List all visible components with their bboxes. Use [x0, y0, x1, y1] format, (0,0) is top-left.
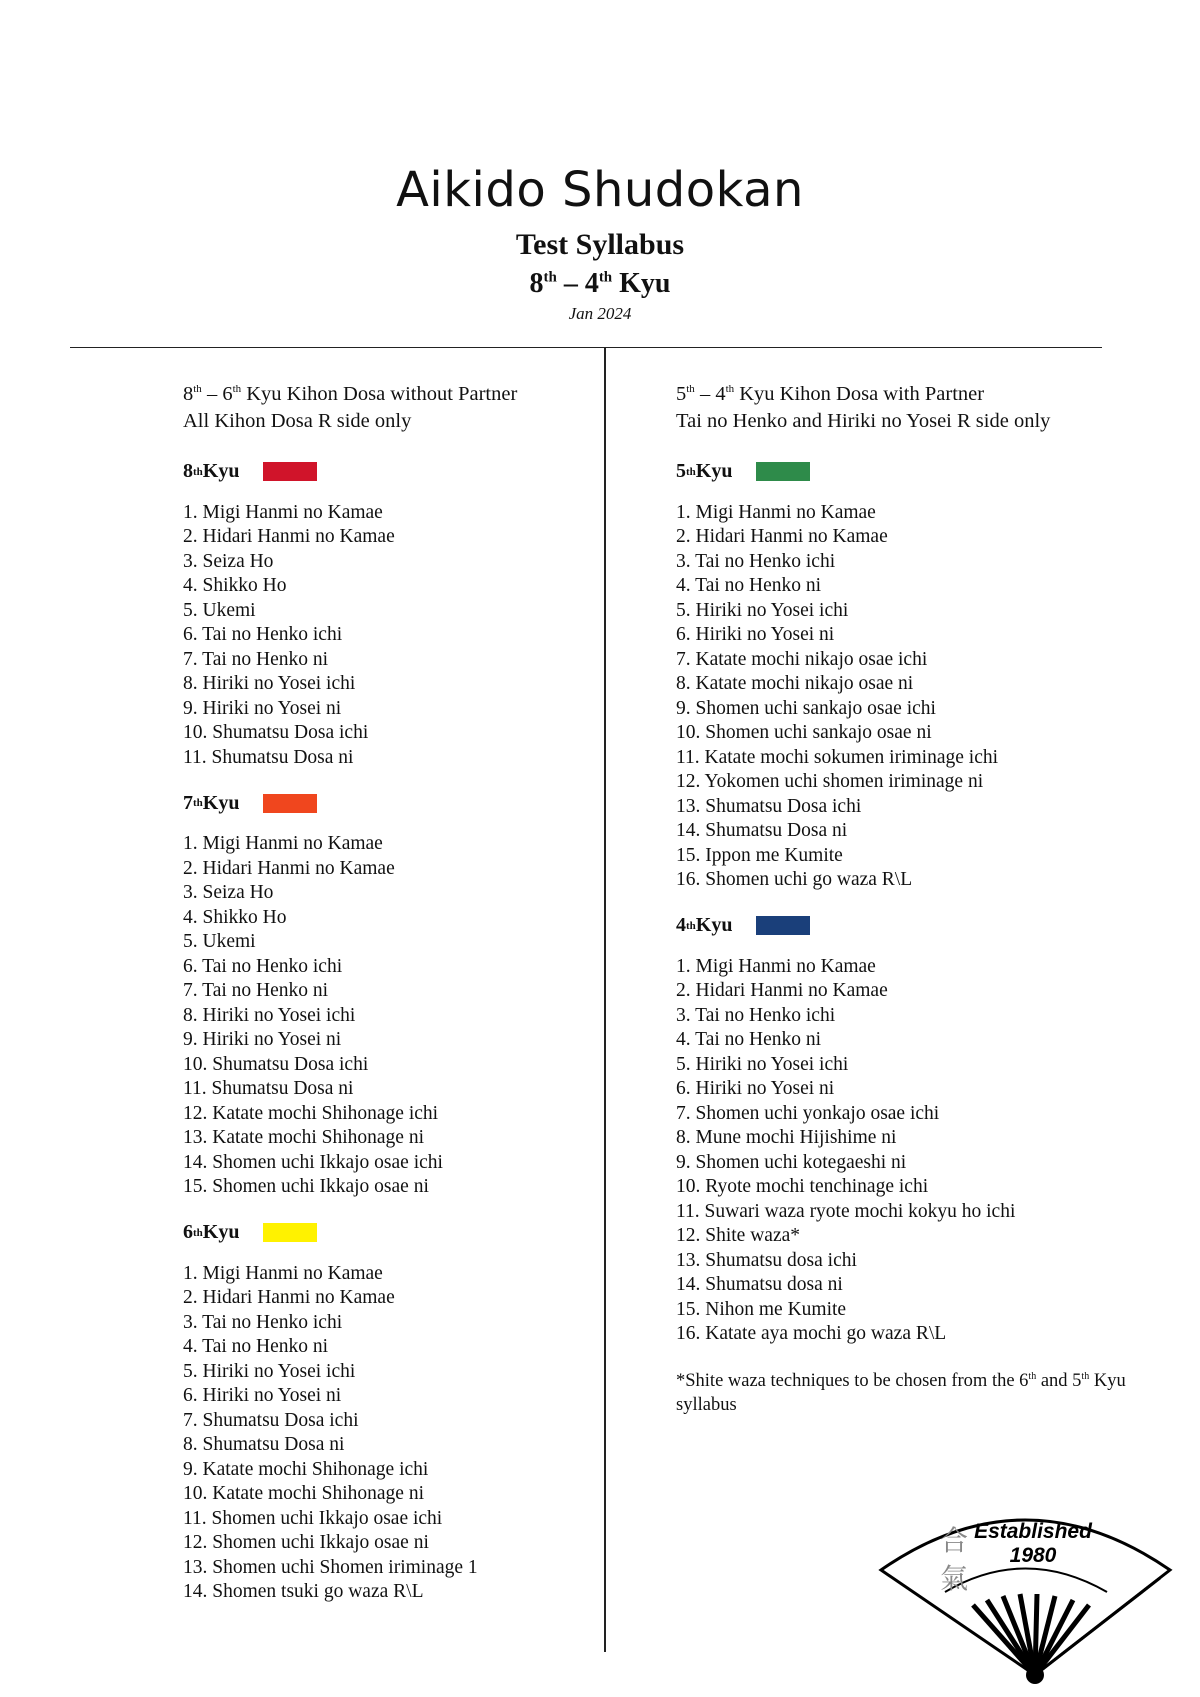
belt-color-swatch: [263, 794, 317, 813]
technique-item: 8. Mune mochi Hijishime ni: [676, 1127, 897, 1149]
technique-item: 12. Katate mochi Shihonage ichi: [183, 1102, 439, 1124]
technique-item: 15. Shomen uchi Ikkajo osae ni: [183, 1176, 429, 1198]
range-to-suffix: th: [598, 269, 613, 286]
technique-item: 6. Tai no Henko ichi: [183, 624, 343, 646]
technique-item: 4. Tai no Henko ni: [676, 1029, 822, 1051]
right-intro: [676, 376, 1176, 435]
technique-item: 10. Katate mochi Shihonage ni: [183, 1483, 424, 1505]
kyu-label: Kyu: [695, 460, 733, 483]
technique-item: 5. Hiriki no Yosei ichi: [183, 1360, 356, 1382]
technique-item: 13. Katate mochi Shihonage ni: [183, 1127, 424, 1149]
technique-item: 5. Hiriki no Yosei ichi: [676, 599, 849, 621]
technique-item: 5. Hiriki no Yosei ichi: [676, 1053, 849, 1075]
intro-sep: –: [694, 382, 716, 405]
kyu-heading: [676, 911, 1176, 941]
technique-item: 12. Shite waza*: [676, 1225, 801, 1247]
left-intro-line2: All Kihon Dosa R side only: [183, 409, 412, 432]
kyu-heading: [676, 457, 1176, 487]
technique-item: 1. Migi Hanmi no Kamae: [183, 501, 383, 523]
technique-item: 8. Hiriki no Yosei ichi: [183, 1004, 356, 1026]
kyu-heading: [183, 457, 583, 487]
technique-item: 2. Hidari Hanmi no Kamae: [676, 980, 888, 1002]
technique-item: 9. Shomen uchi kotegaeshi ni: [676, 1151, 907, 1173]
technique-item: 7. Shumatsu Dosa ichi: [183, 1409, 359, 1431]
belt-color-swatch: [756, 462, 810, 481]
intro-num: 5: [676, 382, 687, 405]
left-column: [183, 376, 583, 1623]
intro-sup: th: [232, 383, 242, 395]
technique-item: 4. Tai no Henko ni: [676, 575, 822, 597]
kyu-ordinal: th: [193, 1226, 203, 1239]
kyu-range: [0, 268, 1200, 300]
note-line2: syllabus: [676, 1394, 737, 1415]
vertical-divider: [604, 347, 606, 1652]
technique-item: 3. Tai no Henko ichi: [183, 1311, 343, 1333]
left-levels: [183, 457, 583, 1605]
technique-item: 15. Ippon me Kumite: [676, 844, 843, 866]
technique-item: 11. Shumatsu Dosa ni: [183, 746, 354, 768]
kyu-number: 7: [183, 791, 193, 814]
technique-item: 9. Hiriki no Yosei ni: [183, 1029, 342, 1051]
right-column: [676, 376, 1176, 1417]
technique-item: 14. Shumatsu dosa ni: [676, 1274, 843, 1296]
range-from: 8: [529, 268, 544, 299]
note-text: *Shite waza techniques to be chosen from the 6: [676, 1370, 1029, 1391]
technique-item: 10. Shomen uchi sankajo osae ni: [676, 722, 932, 744]
technique-item: 13. Shumatsu Dosa ichi: [676, 795, 862, 817]
kyu-section: [183, 1218, 583, 1605]
kyu-label: Kyu: [202, 460, 240, 483]
kyu-section: [676, 457, 1176, 893]
technique-item: 7. Tai no Henko ni: [183, 980, 329, 1002]
note-line1: [676, 1365, 1176, 1393]
shite-waza-note: [676, 1365, 1176, 1417]
intro-num: 8: [183, 382, 194, 405]
technique-item: 9. Shomen uchi sankajo osae ichi: [676, 697, 936, 719]
note-sup: th: [1028, 1370, 1037, 1382]
issue-date: Jan 2024: [568, 304, 632, 323]
technique-list: [676, 501, 1176, 893]
technique-item: 11. Shumatsu Dosa ni: [183, 1078, 354, 1100]
belt-color-swatch: [263, 462, 317, 481]
intro-sup: th: [686, 383, 695, 395]
technique-item: 6. Hiriki no Yosei ni: [183, 1385, 342, 1407]
intro-text: Kyu Kihon Dosa with Partner: [734, 382, 985, 405]
technique-item: 11. Shomen uchi Ikkajo osae ichi: [183, 1507, 443, 1529]
technique-item: 1. Migi Hanmi no Kamae: [183, 833, 383, 855]
range-from-suffix: th: [543, 269, 557, 286]
note-text: Kyu: [1089, 1370, 1126, 1391]
technique-item: 3. Seiza Ho: [183, 550, 274, 572]
left-intro-line1: [183, 376, 583, 408]
horizontal-divider: [70, 347, 1102, 348]
intro-num: 6: [222, 382, 233, 405]
technique-item: 10. Shumatsu Dosa ichi: [183, 1053, 369, 1075]
technique-item: 4. Shikko Ho: [183, 906, 287, 928]
technique-item: 2. Hidari Hanmi no Kamae: [676, 526, 888, 548]
technique-item: 3. Seiza Ho: [183, 882, 274, 904]
technique-item: 13. Shomen uchi Shomen iriminage 1: [183, 1556, 478, 1578]
belt-color-swatch: [756, 916, 810, 935]
technique-item: 6. Hiriki no Yosei ni: [676, 624, 835, 646]
technique-item: 1. Migi Hanmi no Kamae: [676, 955, 876, 977]
kyu-ordinal: th: [193, 465, 203, 478]
range-kyu: Kyu: [612, 268, 671, 299]
note-sup: th: [1081, 1370, 1090, 1382]
right-intro-line1: [676, 376, 1176, 408]
page-title: Aikido Shudokan: [396, 162, 804, 218]
kyu-label: Kyu: [202, 791, 240, 814]
technique-item: 9. Hiriki no Yosei ni: [183, 697, 342, 719]
kyu-label: Kyu: [695, 914, 733, 937]
technique-item: 8. Shumatsu Dosa ni: [183, 1434, 345, 1456]
logo-kanji-b: 氣: [940, 1562, 969, 1595]
kyu-ordinal: th: [686, 465, 696, 478]
technique-item: 3. Tai no Henko ichi: [676, 1004, 836, 1026]
fan-pivot: [1026, 1666, 1044, 1684]
note-text: and 5: [1036, 1370, 1082, 1391]
technique-item: 7. Shomen uchi yonkajo osae ichi: [676, 1102, 940, 1124]
technique-item: 3. Tai no Henko ichi: [676, 550, 836, 572]
technique-item: 12. Yokomen uchi shomen iriminage ni: [676, 771, 984, 793]
left-intro: [183, 376, 583, 435]
kyu-number: 6: [183, 1221, 193, 1244]
right-levels: [676, 457, 1176, 1347]
technique-item: 14. Shomen uchi Ikkajo osae ichi: [183, 1151, 443, 1173]
page-subtitle: Test Syllabus: [515, 228, 685, 261]
intro-num: 4: [715, 382, 726, 405]
technique-list: [183, 832, 583, 1200]
technique-item: 4. Tai no Henko ni: [183, 1336, 329, 1358]
technique-item: 8. Hiriki no Yosei ichi: [183, 673, 356, 695]
kyu-heading: [183, 1218, 583, 1248]
technique-item: 2. Hidari Hanmi no Kamae: [183, 1287, 395, 1309]
technique-list: [676, 955, 1176, 1347]
technique-item: 14. Shomen tsuki go waza R\L: [183, 1581, 424, 1603]
technique-item: 5. Ukemi: [183, 599, 256, 621]
kyu-number: 8: [183, 460, 193, 483]
kyu-number: 4: [676, 914, 686, 937]
kyu-section: [183, 457, 583, 771]
technique-item: 4. Shikko Ho: [183, 575, 287, 597]
range-separator: –: [556, 268, 585, 299]
technique-list: [183, 501, 583, 771]
technique-item: 2. Hidari Hanmi no Kamae: [183, 526, 395, 548]
technique-item: 7. Katate mochi nikajo osae ichi: [676, 648, 928, 670]
technique-item: 7. Tai no Henko ni: [183, 648, 329, 670]
kyu-ordinal: th: [193, 797, 203, 810]
technique-item: 1. Migi Hanmi no Kamae: [676, 501, 876, 523]
technique-item: 12. Shomen uchi Ikkajo osae ni: [183, 1532, 429, 1554]
kyu-ordinal: th: [686, 919, 696, 932]
intro-sep: –: [201, 382, 223, 405]
technique-item: 16. Shomen uchi go waza R\L: [676, 869, 913, 891]
technique-item: 6. Hiriki no Yosei ni: [676, 1078, 835, 1100]
intro-sup: th: [193, 383, 202, 395]
established-fan-logo: [875, 1500, 1175, 1690]
logo-kanji-a: 合: [940, 1524, 969, 1557]
technique-item: 5. Ukemi: [183, 931, 256, 953]
right-intro-line2: Tai no Henko and Hiriki no Yosei R side only: [676, 409, 1051, 432]
technique-item: 10. Ryote mochi tenchinage ichi: [676, 1176, 929, 1198]
technique-list: [183, 1262, 583, 1605]
range-to: 4: [584, 268, 599, 299]
kyu-label: Kyu: [202, 1221, 240, 1244]
kyu-section: [183, 788, 583, 1200]
technique-item: 6. Tai no Henko ichi: [183, 955, 343, 977]
intro-text: Kyu Kihon Dosa without Partner: [241, 382, 518, 405]
intro-sup: th: [725, 383, 735, 395]
logo-established: Established: [974, 1520, 1092, 1543]
technique-item: 15. Nihon me Kumite: [676, 1298, 847, 1320]
technique-item: 1. Migi Hanmi no Kamae: [183, 1262, 383, 1284]
technique-item: 13. Shumatsu dosa ichi: [676, 1249, 857, 1271]
logo-year: 1980: [1009, 1544, 1057, 1567]
technique-item: 11. Katate mochi sokumen iriminage ichi: [676, 746, 999, 768]
technique-item: 9. Katate mochi Shihonage ichi: [183, 1458, 429, 1480]
technique-item: 14. Shumatsu Dosa ni: [676, 820, 848, 842]
belt-color-swatch: [263, 1223, 317, 1242]
kyu-number: 5: [676, 460, 686, 483]
technique-item: 11. Suwari waza ryote mochi kokyu ho ichi: [676, 1200, 1016, 1222]
kyu-heading: [183, 788, 583, 818]
technique-item: 2. Hidari Hanmi no Kamae: [183, 857, 395, 879]
technique-item: 10. Shumatsu Dosa ichi: [183, 722, 369, 744]
technique-item: 16. Katate aya mochi go waza R\L: [676, 1323, 947, 1345]
kyu-section: [676, 911, 1176, 1347]
technique-item: 8. Katate mochi nikajo osae ni: [676, 673, 914, 695]
